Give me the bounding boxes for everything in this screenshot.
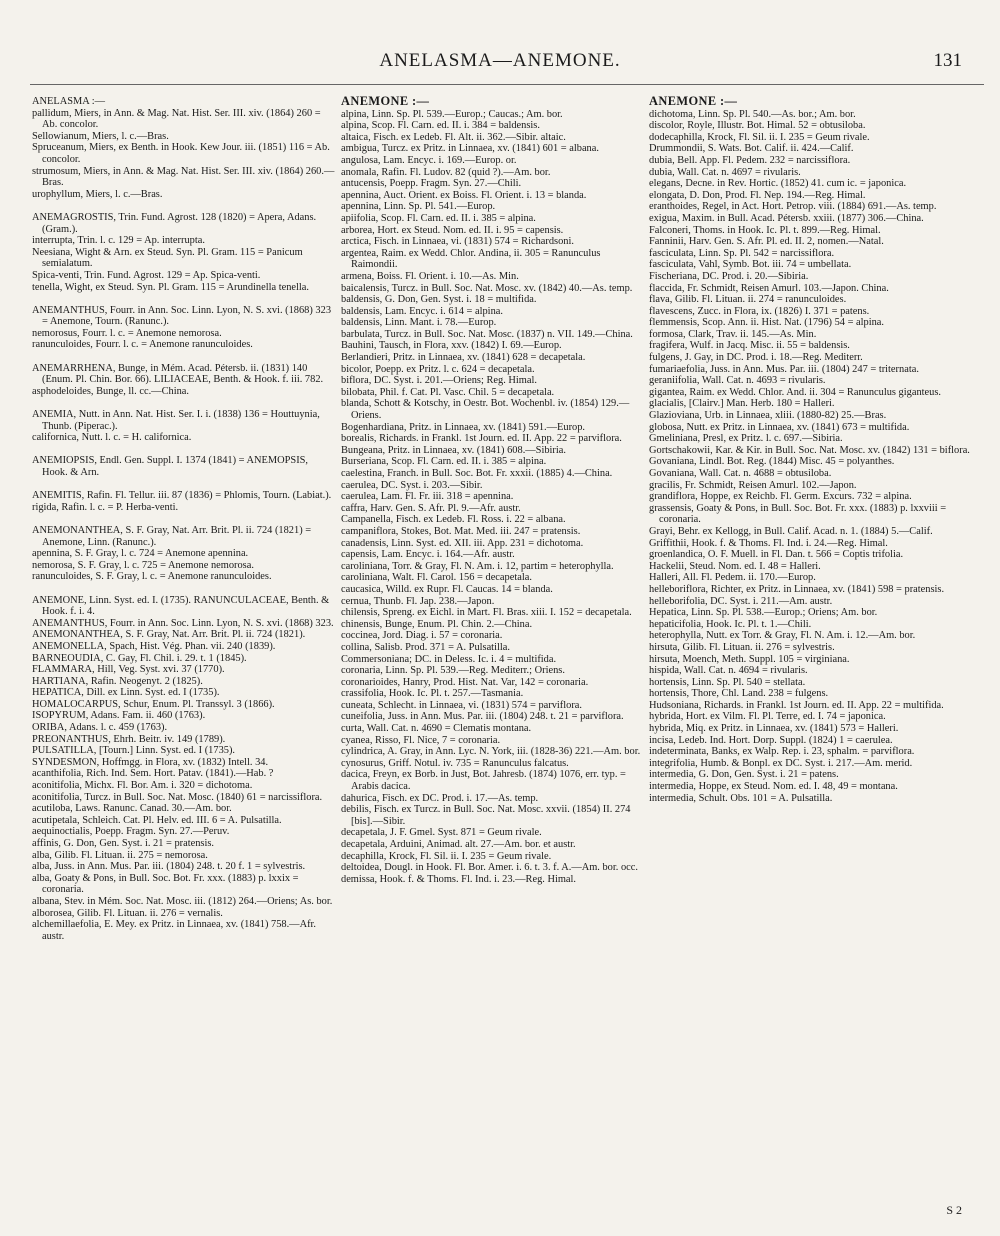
index-entry: hepaticifolia, Hook. Ic. Pl. t. 1.—Chili. — [649, 618, 812, 630]
page-number: 131 — [933, 50, 962, 71]
signature-mark: S 2 — [946, 1203, 962, 1217]
index-entry: hortensis, Thore, Chl. Land. 238 = fulgens. — [649, 688, 829, 700]
entry-spacer — [32, 293, 336, 305]
index-entry: fumariaefolia, Juss. in Ann. Mus. Par. iii. (1804) 247 = triternata. — [649, 363, 919, 375]
index-entry: asphodeloides, Bunge, ll. cc.—China. — [32, 385, 189, 397]
index-entry: nemorosa, S. F. Gray, l. c. 725 = Anemone nemorosa. — [32, 559, 254, 571]
index-entry: cuneifolia, Juss. in Ann. Mus. Par. iii. (1804) 248. t. 21 = parviflora. — [341, 711, 624, 723]
index-entry: affinis, G. Don, Gen. Syst. i. 21 = pratensis. — [32, 838, 215, 849]
index-entry: ANEMITIS, Rafin. Fl. Tellur. iii. 87 (1836) = Phlomis, Tourn. (Labiat.). — [32, 490, 332, 502]
index-entry: hispida, Wall. Cat. n. 4694 = rivularis. — [649, 665, 808, 677]
index-entry: Hackelii, Steud. Nom. ed. I. 48 = Halleri. — [649, 560, 821, 572]
index-entry: blanda, Schott & Kotschy, in Oestr. Bot. Wochenbl. iv. (1854) 129.—Oriens. — [341, 398, 630, 422]
index-entry: Berlandieri, Pritz. in Linnaea, xv. (1841) 628 = decapetala. — [341, 352, 586, 364]
index-entry: PREONANTHUS, Ehrh. Beitr. iv. 149 (1789). — [32, 733, 226, 745]
index-entry: BARNEOUDIA, C. Gay, Fl. Chil. i. 29. t. 1 (1845). — [32, 652, 247, 664]
index-entry: chilensis, Spreng. ex Eichl. in Mart. Fl. Bras. xiii. I. 152 = decapetala. — [341, 607, 632, 619]
index-entry: Spruceanum, Miers, ex Benth. in Hook. Kew Jour. iii. (1851) 116 = Ab. concolor. — [32, 142, 330, 165]
index-entry: hortensis, Linn. Sp. Pl. 540 = stellata. — [649, 676, 806, 688]
column-heading: ANEMONE :— — [649, 94, 738, 108]
index-entry: baldensis, Linn. Mant. i. 78.—Europ. — [341, 317, 497, 329]
index-entry: strumosum, Miers, in Ann. & Mag. Nat. Hist. Ser. III. xiv. (1864) 260.—Bras. — [32, 165, 335, 189]
index-entry: borealis, Richards. in Frankl. 1st Journ. ed. II. App. 22 = parviflora. — [341, 433, 622, 445]
index-entry: debilis, Fisch. ex Turcz. in Bull. Soc. Nat. Mosc. xxvii. (1854) II. 274 [bis].—Sibir. — [341, 804, 631, 827]
index-entry: Glazioviana, Urb. in Linnaea, xliii. (1880-82) 25.—Bras. — [649, 410, 887, 422]
entry-spacer — [32, 351, 336, 363]
index-entry: Sellowianum, Miers, l. c.—Bras. — [32, 130, 169, 142]
index-entry: ranunculoides, S. F. Gray, l. c. = Anemone ranunculoides. — [32, 571, 272, 583]
index-entry: alborosea, Gilib. Fl. Lituan. ii. 276 = vernalis. — [32, 907, 223, 919]
index-entry: baldensis, Lam. Encyc. i. 614 = alpina. — [341, 305, 503, 317]
index-entry: caerulea, Lam. Fl. Fr. iii. 318 = apennina. — [341, 491, 514, 503]
index-entry: Campanella, Fisch. ex Ledeb. Fl. Ross. i. 22 = albana. — [341, 514, 566, 526]
index-entry: Gortschakowii, Kar. & Kir. in Bull. Soc. Nat. Mosc. xv. (1842) 131 = biflora. — [649, 444, 970, 456]
index-entry: caucasica, Willd. ex Rupr. Fl. Caucas. 14 = blanda. — [341, 583, 553, 595]
index-entry: caerulea, DC. Syst. i. 203.—Sibir. — [341, 479, 483, 491]
index-entry: Bauhini, Tausch, in Flora, xxv. (1842) I. 69.—Europ. — [341, 340, 562, 352]
index-entry: ANEMARRHENA, Bunge, in Mém. Acad. Pétersb. ii. (1831) 140 (Enum. Pl. Chin. Bor. 66). LILIACEAE, Benth. & Hook. f. iii. 782. — [32, 362, 324, 386]
entry-spacer — [32, 397, 336, 409]
index-entry: campaniflora, Stokes, Bot. Mat. Med. iii. 247 = pratensis. — [341, 525, 581, 537]
index-entry: Govaniana, Wall. Cat. n. 4688 = obtusiloba. — [649, 468, 832, 479]
index-entry: hirsuta, Moench, Meth. Suppl. 105 = virginiana. — [649, 653, 850, 665]
entry-spacer — [32, 479, 336, 491]
index-entry: curta, Wall. Cat. n. 4690 = Clematis montana. — [341, 723, 532, 735]
entry-spacer — [32, 200, 336, 212]
index-entry: hybrida, Hort. ex Vilm. Fl. Pl. Terre, ed. I. 74 = japonica. — [649, 711, 886, 723]
index-entry: decaphilla, Krock, Fl. Sil. ii. I. 235 = Geum rivale. — [341, 850, 552, 862]
index-entry: acutiloba, Laws. Ranunc. Canad. 30.—Am. bor. — [32, 803, 232, 815]
index-entry: coronaria, Linn. Sp. Pl. 539.—Reg. Mediterr.; Oriens. — [341, 665, 565, 677]
index-entry: FLAMMARA, Hill, Veg. Syst. xvi. 37 (1770). — [32, 664, 225, 676]
index-entry: albana, Stev. in Mém. Soc. Nat. Mosc. iii. (1812) 264.—Oriens; As. bor. — [32, 895, 333, 907]
index-entry: dahurica, Fisch. ex DC. Prod. i. 17.—As. temp. — [341, 792, 539, 804]
index-entry: angulosa, Lam. Encyc. i. 169.—Europ. or. — [341, 154, 517, 166]
index-entry: tenella, Wight, ex Steud. Syn. Pl. Gram. 115 = Arundinella tenella. — [32, 281, 309, 293]
index-entry: globosa, Nutt. ex Pritz. in Linnaea, xv. (1841) 673 = multifida. — [649, 421, 910, 433]
index-entry: Neesiana, Wight & Arn. ex Steud. Syn. Pl. Gram. 115 = Panicum semialatum. — [32, 246, 303, 270]
index-entry: flava, Gilib. Fl. Lituan. ii. 274 = ranunculoides. — [649, 294, 847, 306]
index-entry: argentea, Raim. ex Wedd. Chlor. Andina, ii. 305 = Ranunculus Raimondii. — [341, 247, 601, 271]
index-entry: alba, Goaty & Pons, in Bull. Soc. Bot. Fr. xxx. (1883) p. lxxix = coronaria. — [32, 872, 299, 896]
index-entry: anomala, Rafin. Fl. Ludov. 82 (quid ?).—Am. bor. — [341, 166, 551, 178]
index-entry: rigida, Rafin. l. c. = P. Herba-venti. — [32, 501, 179, 513]
index-entry: Gmeliniana, Presl, ex Pritz. l. c. 697.—Sibiria. — [649, 433, 843, 445]
index-entry: Hudsoniana, Richards. in Frankl. 1st Journ. ed. II. App. 22 = multifida. — [649, 699, 944, 711]
index-entry: helleborifolia, DC. Syst. i. 211.—Am. austr. — [649, 595, 833, 607]
index-entry: ANEMIA, Nutt. in Ann. Nat. Hist. Ser. I. i. (1838) 136 = Houttuynia, Thunb. (Piperac.). — [32, 409, 320, 432]
index-entry: Govaniana, Lindl. Bot. Reg. (1844) Misc. 45 = polyanthes. — [649, 456, 895, 468]
index-entry: caroliniana, Torr. & Gray, Fl. N. Am. i. 12, partim = heterophylla. — [341, 560, 614, 572]
index-entry: grandiflora, Hoppe, ex Reichb. Fl. Germ. Excurs. 732 = alpina. — [649, 491, 912, 503]
index-entry: collina, Salisb. Prod. 371 = A. Pulsatilla. — [341, 641, 510, 653]
index-entry: flavescens, Zucc. in Flora, ix. (1826) I. 371 = patens. — [649, 305, 870, 317]
index-entry: bicolor, Poepp. ex Pritz. l. c. 624 = decapetala. — [341, 363, 535, 375]
index-entry: cernua, Thunb. Fl. Jap. 238.—Japon. — [341, 595, 495, 607]
index-entry: deltoidea, Dougl. in Hook. Fl. Bor. Amer. i. 6. t. 3. f. A.—Am. bor. occ. — [341, 862, 638, 874]
index-entry: crassifolia, Hook. Ic. Pl. t. 257.—Tasmania. — [341, 688, 524, 700]
column-middle — [341, 96, 643, 885]
index-entry: Halleri, All. Fl. Pedem. ii. 170.—Europ. — [649, 572, 816, 584]
index-entry: ANEMANTHUS, Fourr. in Ann. Soc. Linn. Lyon, N. S. xvi. (1868) 323. — [32, 617, 334, 629]
index-entry: chinensis, Bunge, Enum. Pl. Chin. 2.—China. — [341, 618, 533, 630]
index-entry: decapetala, J. F. Gmel. Syst. 871 = Geum rivale. — [341, 827, 542, 839]
index-entry: Commersoniana; DC. in Deless. Ic. i. 4 = multifida. — [341, 653, 557, 665]
index-entry: integrifolia, Humb. & Bonpl. ex DC. Syst. i. 217.—Am. merid. — [649, 757, 913, 769]
index-entry: alba, Gilib. Fl. Lituan. ii. 275 = nemorosa. — [32, 849, 208, 861]
index-entry: HOMALOCARPUS, Schur, Enum. Pl. Transsyl. 3 (1866). — [32, 698, 275, 710]
index-entry: HEPATICA, Dill. ex Linn. Syst. ed. I (1735). — [32, 687, 220, 699]
index-entry: aconitifolia, Michx. Fl. Bor. Am. i. 320 = dichotoma. — [32, 780, 253, 792]
index-entry: ANEMONELLA, Spach, Hist. Vég. Phan. vii. 240 (1839). — [32, 640, 276, 652]
index-entry: Burseriana, Scop. Fl. Carn. ed. II. i. 385 = alpina. — [341, 456, 547, 468]
index-entry: aequinoctialis, Poepp. Fragm. Syn. 27.—Peruv. — [32, 826, 230, 838]
index-entry: alpina, Linn. Sp. Pl. 539.—Europ.; Caucas.; Am. bor. — [341, 108, 563, 120]
index-entry: alchemillaefolia, E. Mey. ex Pritz. in Linnaea, xv. (1841) 758.—Afr. austr. — [32, 919, 317, 942]
page-title: ANELASMA—ANEMONE. — [379, 50, 621, 71]
index-entry: glacialis, [Clairv.] Man. Herb. 180 = Halleri. — [649, 398, 835, 410]
index-entry: caelestina, Franch. in Bull. Soc. Bot. Fr. xxxii. (1885) 4.—China. — [341, 468, 613, 479]
index-entry: SYNDESMON, Hoffmgg. in Flora, xv. (1832) Intell. 34. — [32, 756, 269, 768]
index-entry: capensis, Lam. Encyc. i. 164.—Afr. austr. — [341, 549, 515, 561]
index-entry: alpina, Scop. Fl. Carn. ed. II. i. 384 = baldensis. — [341, 120, 540, 132]
index-entry: Spica-venti, Trin. Fund. Agrost. 129 = Ap. Spica-venti. — [32, 269, 261, 281]
index-entry: dacica, Freyn, ex Borb. in Just, Bot. Jahresb. (1874) 1076, err. typ. = Arabis dacica. — [341, 769, 626, 793]
index-entry: cylindrica, A. Gray, in Ann. Lyc. N. York, iii. (1828-36) 221.—Am. bor. — [341, 746, 641, 758]
index-entry: dubia, Wall. Cat. n. 4697 = rivularis. — [649, 166, 801, 178]
index-entry: fasciculata, Vahl, Symb. Bot. iii. 74 = umbellata. — [649, 259, 852, 271]
entry-spacer — [32, 513, 336, 525]
index-entry: altaica, Fisch. ex Ledeb. Fl. Alt. ii. 362.—Sibir. altaic. — [341, 131, 566, 143]
index-entry: ANEMANTHUS, Fourr. in Ann. Soc. Linn. Lyon, N. S. xvi. (1868) 323 = Anemone, Tourn. (Ranunc.). — [32, 304, 332, 328]
index-entry: canadensis, Linn. Syst. ed. XII. iii. App. 231 = dichotoma. — [341, 537, 584, 549]
index-entry: coronarioides, Hanry, Prod. Hist. Nat. Var, 142 = coronaria. — [341, 676, 589, 688]
entry-spacer — [32, 444, 336, 456]
index-entry: coccinea, Jord. Diag. i. 57 = coronaria. — [341, 630, 503, 642]
index-entry: urophyllum, Miers, l. c.—Bras. — [32, 188, 163, 200]
column-left — [32, 96, 336, 942]
index-entry: ANELASMA :— — [32, 96, 106, 107]
index-entry: Fanninii, Harv. Gen. S. Afr. Pl. ed. II. 2, nomen.—Natal. — [649, 236, 884, 248]
column-right — [649, 96, 977, 804]
index-entry: groenlandica, O. F. Muell. in Fl. Dan. t. 566 = Coptis trifolia. — [649, 549, 904, 561]
running-header — [30, 50, 970, 80]
index-entry: baicalensis, Turcz. in Bull. Soc. Nat. Mosc. xv. (1842) 40.—As. temp. — [341, 282, 633, 294]
index-entry: arctica, Fisch. in Linnaea, vi. (1831) 574 = Richardsoni. — [341, 236, 574, 248]
index-entry: dichotoma, Linn. Sp. Pl. 540.—As. bor.; Am. bor. — [649, 108, 856, 120]
index-entry: aconitifolia, Turcz. in Bull. Soc. Nat. Mosc. (1840) 61 = narcissiflora. — [32, 791, 323, 803]
index-entry: dubia, Bell. App. Fl. Pedem. 232 = narcissiflora. — [649, 154, 851, 166]
index-entry: cyanea, Risso, Fl. Nice, 7 = coronaria. — [341, 734, 501, 746]
index-entry: baldensis, G. Don, Gen. Syst. i. 18 = multifida. — [341, 294, 537, 306]
index-entry: discolor, Royle, Illustr. Bot. Himal. 52 = obtusiloba. — [649, 120, 866, 132]
index-entry: cuneata, Schlecht. in Linnaea, vi. (1831) 574 = parviflora. — [341, 699, 583, 711]
index-entry: Falconeri, Thoms. in Hook. Ic. Pl. t. 899.—Reg. Himal. — [649, 224, 881, 236]
index-entry: arborea, Hort. ex Steud. Nom. ed. II. i. 95 = capensis. — [341, 224, 564, 236]
index-entry: helleboriflora, Richter, ex Pritz. in Linnaea, xv. (1841) 598 = pratensis. — [649, 583, 945, 595]
index-entry: HARTIANA, Rafin. Neogenyt. 2 (1825). — [32, 675, 203, 687]
index-entry: elegans, Decne. in Rev. Hortic. (1852) 41. cum ic. = japonica. — [649, 178, 907, 190]
column-heading: ANEMONE :— — [341, 94, 430, 108]
index-entry: Grayi, Behr. ex Kellogg, in Bull. Calif. Acad. n. 1. (1884) 5.—Calif. — [649, 525, 933, 537]
index-entry: ambigua, Turcz. ex Pritz. in Linnaea, xv. (1841) 601 = albana. — [341, 143, 599, 155]
index-entry: gracilis, Fr. Schmidt, Reisen Amurl. 102.—Japon. — [649, 479, 857, 491]
index-entry: Griffithii, Hook. f. & Thoms. Fl. Ind. i. 24.—Reg. Himal. — [649, 537, 888, 549]
index-entry: grassensis, Goaty & Pons, in Bull. Soc. Bot. Fr. xxx. (1883) p. lxxviii = coronaria. — [649, 502, 947, 526]
index-entry: fulgens, J. Gay, in DC. Prod. i. 18.—Reg. Mediterr. — [649, 352, 863, 364]
index-entry: armena, Boiss. Fl. Orient. i. 10.—As. Min. — [341, 270, 519, 282]
entry-spacer — [32, 583, 336, 595]
index-entry: Drummondii, S. Wats. Bot. Calif. ii. 424.—Calif. — [649, 143, 854, 155]
index-entry: hirsuta, Gilib. Fl. Lituan. ii. 276 = sylvestris. — [649, 641, 835, 653]
index-entry: apennina, Linn. Sp. Pl. 541.—Europ. — [341, 201, 496, 213]
index-entry: barbulata, Turcz. in Bull. Soc. Nat. Mosc. (1837) n. VII. 149.—China. — [341, 328, 633, 340]
index-entry: ANEMONANTHEA, S. F. Gray, Nat. Arr. Brit. Pl. ii. 724 (1821) = Anemone, Linn. (Ranunc.). — [32, 524, 312, 548]
header-rule — [30, 84, 984, 85]
index-entry: antucensis, Poepp. Fragm. Syn. 27.—Chili. — [341, 178, 522, 190]
index-entry: demissa, Hook. f. & Thoms. Fl. Ind. i. 23.—Reg. Himal. — [341, 873, 577, 885]
index-entry: hybrida, Miq. ex Pritz. in Linnaea, xv. (1841) 573 = Halleri. — [649, 723, 899, 735]
index-entry: acanthifolia, Rich. Ind. Sem. Hort. Patav. (1841).—Hab. ? — [32, 768, 274, 780]
index-entry: caffra, Harv. Gen. S. Afr. Pl. 9.—Afr. austr. — [341, 502, 521, 514]
index-entry: indeterminata, Banks, ex Walp. Rep. i. 23, sphalm. = parviflora. — [649, 746, 915, 758]
index-entry: flemmensis, Scop. Ann. ii. Hist. Nat. (1796) 54 = alpina. — [649, 317, 885, 329]
index-entry: ANEMIOPSIS, Endl. Gen. Suppl. I. 1374 (1841) = ANEMOPSIS, Hook. & Arn. — [32, 455, 309, 478]
index-entry: fragifera, Wulf. in Jacq. Misc. ii. 55 = baldensis. — [649, 340, 850, 352]
index-entry: intermedia, G. Don, Gen. Syst. i. 21 = patens. — [649, 769, 839, 781]
index-entry: incisa, Ledeb. Ind. Hort. Dorp. Suppl. (1824) 1 = caerulea. — [649, 734, 893, 746]
index-entry: interrupta, Trin. l. c. 129 = Ap. interrupta. — [32, 235, 205, 247]
index-entry: geraniifolia, Wall. Cat. n. 4693 = rivularis. — [649, 375, 826, 387]
index-entry: decapetala, Arduini, Animad. alt. 27.—Am. bor. et austr. — [341, 839, 576, 850]
index-entry: ORIBA, Adans. l. c. 459 (1763). — [32, 722, 168, 734]
index-entry: californica, Nutt. l. c. = H. californica. — [32, 432, 192, 444]
index-entry: ANEMONE, Linn. Syst. ed. I. (1735). RANUNCULACEAE, Benth. & Hook. f. i. 4. — [32, 594, 330, 618]
index-entry: exigua, Maxim. in Bull. Acad. Pétersb. xxiii. (1877) 306.—China. — [649, 212, 924, 224]
index-entry: Fischeriana, DC. Prod. i. 20.—Sibiria. — [649, 270, 809, 282]
index-entry: elongata, D. Don, Prod. Fl. Nep. 194.—Reg. Himal. — [649, 189, 866, 201]
index-entry: Bungeana, Pritz. in Linnaea, xv. (1841) 608.—Sibiria. — [341, 444, 566, 456]
index-entry: intermedia, Schult. Obs. 101 = A. Pulsatilla. — [649, 792, 833, 804]
index-entry: nemorosus, Fourr. l. c. = Anemone nemorosa. — [32, 327, 222, 339]
index-entry: bilobata, Phil. f. Cat. Pl. Vasc. Chil. 5 = decapetala. — [341, 386, 555, 398]
index-entry: PULSATILLA, [Tourn.] Linn. Syst. ed. I (1735). — [32, 745, 236, 757]
index-entry: Bogenhardiana, Pritz. in Linnaea, xv. (1841) 591.—Europ. — [341, 421, 586, 433]
index-entry: alba, Juss. in Ann. Mus. Par. iii. (1804) 248. t. 20 f. 1 = sylvestris. — [32, 861, 306, 873]
index-entry: gigantea, Raim. ex Wedd. Chlor. And. ii. 304 = Ranunculus giganteus. — [649, 386, 941, 398]
index-entry: Hepatica, Linn. Sp. Pl. 538.—Europ.; Oriens; Am. bor. — [649, 607, 878, 619]
index-entry: ANEMONANTHEA, S. F. Gray, Nat. Arr. Brit. Pl. ii. 724 (1821). — [32, 629, 306, 641]
index-entry: apennina, S. F. Gray, l. c. 724 = Anemone apennina. — [32, 548, 249, 560]
index-entry: ranunculoides, Fourr. l. c. = Anemone ranunculoides. — [32, 339, 253, 351]
index-entry: cynosurus, Griff. Notul. iv. 735 = Ranunculus falcatus. — [341, 757, 569, 769]
index-entry: intermedia, Hoppe, ex Steud. Nom. ed. I. 48, 49 = montana. — [649, 781, 898, 793]
index-entry: caroliniana, Walt. Fl. Carol. 156 = decapetala. — [341, 572, 532, 584]
index-entry: biflora, DC. Syst. i. 201.—Oriens; Reg. Himal. — [341, 375, 537, 387]
index-entry: flaccida, Fr. Schmidt, Reisen Amurl. 103.—Japon. China. — [649, 282, 889, 294]
index-entry: fasciculata, Linn. Sp. Pl. 542 = narcissiflora. — [649, 247, 835, 259]
index-entry: apennina, Auct. Orient. ex Boiss. Fl. Orient. i. 13 = blanda. — [341, 189, 587, 201]
index-entry: dodecaphilla, Krock, Fl. Sil. ii. I. 235 = Geum rivale. — [649, 131, 870, 143]
index-entry: acutipetala, Schleich. Cat. Pl. Helv. ed. III. 6 = A. Pulsatilla. — [32, 814, 282, 826]
index-entry: ANEMAGROSTIS, Trin. Fund. Agrost. 128 (1820) = Apera, Adans. (Gram.). — [32, 211, 317, 235]
index-entry: eranthoides, Regel, in Act. Hort. Petrop. viii. (1884) 691.—As. temp. — [649, 201, 937, 213]
index-entry: pallidum, Miers, in Ann. & Mag. Nat. Hist. Ser. III. xiv. (1864) 260 = Ab. concolor. — [32, 107, 321, 131]
index-entry: heterophylla, Nutt. ex Torr. & Gray, Fl. N. Am. i. 12.—Am. bor. — [649, 630, 916, 642]
index-entry: formosa, Clark, Trav. ii. 145.—As. Min. — [649, 328, 817, 340]
index-entry: apiifolia, Scop. Fl. Carn. ed. II. i. 385 = alpina. — [341, 212, 536, 224]
index-entry: ISOPYRUM, Adans. Fam. ii. 460 (1763). — [32, 710, 206, 722]
